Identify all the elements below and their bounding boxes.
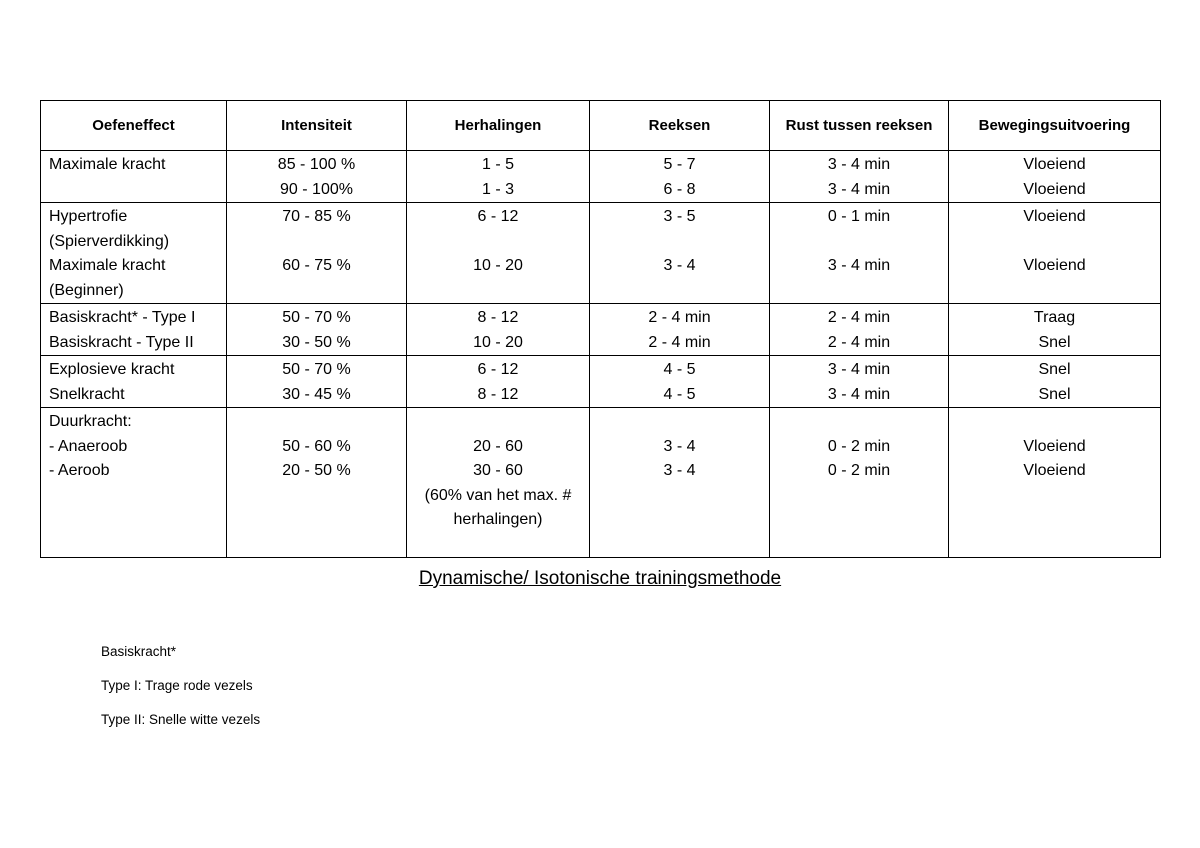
cell-oefeneffect — [41, 356, 227, 408]
cell-line: Snel — [1038, 333, 1071, 351]
cell-line: 1 - 5 — [481, 156, 514, 173]
footnotes — [101, 642, 260, 744]
cell-herhalingen — [407, 203, 590, 304]
cell-line — [235, 410, 398, 435]
cell-reeksen — [590, 408, 770, 558]
cell-line: (60% van het max. # — [424, 486, 572, 504]
cell-herhalingen — [407, 151, 590, 203]
cell-line: 60 - 75 % — [282, 257, 351, 274]
header-reeksen: Reeksen — [590, 101, 770, 151]
header-rust: Rust tussen reeksen — [770, 101, 949, 151]
cell-reeksen — [590, 151, 770, 203]
cell-rust — [770, 151, 949, 203]
header-oefeneffect: Oefeneffect — [41, 101, 227, 151]
table-row — [41, 151, 1161, 203]
cell-line: 3 - 4 min — [827, 361, 891, 378]
cell-line: (Spierverdikking) — [49, 232, 170, 250]
cell-line: 6 - 8 — [663, 180, 696, 198]
cell-line: 4 - 5 — [663, 385, 696, 403]
cell-line: 2 - 4 min — [827, 309, 891, 326]
cell-bewegingsuitvoering — [949, 203, 1161, 304]
cell-line: - Aeroob — [49, 462, 110, 479]
cell-line: 3 - 4 min — [827, 180, 891, 198]
cell-line: Basiskracht - Type II — [49, 333, 194, 351]
table-body — [41, 151, 1161, 558]
cell-line — [598, 230, 761, 255]
cell-line: 5 - 7 — [663, 156, 696, 173]
cell-line: Basiskracht* - Type I — [49, 309, 196, 326]
cell-line: 30 - 45 % — [282, 385, 351, 403]
cell-intensiteit — [227, 408, 407, 558]
cell-line: 10 - 20 — [473, 257, 523, 274]
header-bewegingsuitvoering: Bewegingsuitvoering — [949, 101, 1161, 151]
training-table-container — [40, 100, 1160, 558]
cell-line — [415, 279, 581, 304]
cell-line: 3 - 4 — [663, 437, 696, 455]
cell-herhalingen — [407, 408, 590, 558]
cell-line: 50 - 70 % — [282, 361, 351, 378]
cell-line: 0 - 2 min — [827, 462, 891, 479]
cell-line: 2 - 4 min — [648, 309, 711, 326]
cell-intensiteit — [227, 304, 407, 356]
cell-line — [598, 410, 761, 435]
table-caption: Dynamische/ Isotonische trainingsmethode — [418, 568, 782, 589]
cell-line — [778, 279, 940, 304]
table-row — [41, 203, 1161, 304]
cell-line: 0 - 2 min — [827, 437, 891, 455]
cell-line: 85 - 100 % — [277, 156, 356, 173]
footnote-title: Basiskracht* — [101, 644, 177, 659]
cell-reeksen — [590, 304, 770, 356]
cell-line: 70 - 85 % — [282, 208, 351, 225]
cell-line: Vloeiend — [1023, 156, 1086, 173]
header-intensiteit: Intensiteit — [227, 101, 407, 151]
cell-herhalingen — [407, 304, 590, 356]
cell-bewegingsuitvoering — [949, 304, 1161, 356]
cell-line: 3 - 5 — [663, 208, 696, 225]
cell-line: Vloeiend — [1023, 437, 1086, 455]
cell-line: Maximale kracht — [49, 257, 166, 274]
cell-line: 50 - 60 % — [282, 437, 351, 455]
cell-bewegingsuitvoering — [949, 151, 1161, 203]
cell-line: - Anaeroob — [49, 437, 128, 455]
cell-oefeneffect — [41, 408, 227, 558]
cell-reeksen — [590, 356, 770, 408]
cell-line: Explosieve kracht — [49, 361, 175, 378]
cell-line: Duurkracht: — [49, 413, 132, 430]
table-row — [41, 356, 1161, 408]
footnote-type-2: Type II: Snelle witte vezels — [101, 712, 261, 727]
cell-intensiteit — [227, 203, 407, 304]
cell-line: 30 - 60 — [473, 462, 523, 479]
cell-line: Vloeiend — [1023, 257, 1086, 274]
cell-line: 4 - 5 — [663, 361, 696, 378]
cell-oefeneffect — [41, 304, 227, 356]
cell-line: 8 - 12 — [477, 385, 519, 403]
cell-line: 50 - 70 % — [282, 309, 351, 326]
cell-line: 20 - 50 % — [282, 462, 351, 479]
cell-line — [778, 230, 940, 255]
cell-line — [778, 410, 940, 435]
cell-line — [415, 230, 581, 255]
cell-line: Snelkracht — [49, 385, 125, 403]
cell-herhalingen — [407, 356, 590, 408]
cell-intensiteit — [227, 151, 407, 203]
cell-line: 8 - 12 — [477, 309, 519, 326]
cell-intensiteit — [227, 356, 407, 408]
table-row — [41, 408, 1161, 558]
cell-line — [598, 279, 761, 304]
cell-line: 3 - 4 — [663, 462, 696, 479]
cell-line — [957, 279, 1152, 304]
cell-line — [235, 230, 398, 255]
cell-line: (Beginner) — [49, 281, 124, 299]
cell-line: 90 - 100% — [280, 180, 353, 198]
cell-line: Hypertrofie — [49, 208, 128, 225]
footnote-type-1: Type I: Trage rode vezels — [101, 678, 253, 693]
cell-rust — [770, 304, 949, 356]
cell-line: 6 - 12 — [477, 208, 519, 225]
cell-reeksen — [590, 203, 770, 304]
cell-line: herhalingen) — [453, 511, 543, 528]
cell-line: 3 - 4 min — [827, 385, 891, 403]
cell-line: 0 - 1 min — [827, 208, 891, 225]
cell-line: Vloeiend — [1023, 208, 1086, 225]
cell-line: 1 - 3 — [481, 180, 514, 198]
cell-line: 30 - 50 % — [282, 333, 351, 351]
cell-line — [49, 178, 218, 203]
cell-line: Maximale kracht — [49, 156, 166, 173]
cell-line: Traag — [1033, 309, 1076, 326]
cell-line: 20 - 60 — [473, 437, 523, 455]
cell-line — [957, 410, 1152, 435]
cell-line: 2 - 4 min — [827, 333, 891, 351]
cell-line: 3 - 4 — [663, 257, 696, 274]
cell-line: 3 - 4 min — [827, 156, 891, 173]
cell-oefeneffect — [41, 151, 227, 203]
cell-line — [415, 410, 581, 435]
cell-line: Snel — [1038, 385, 1071, 403]
cell-line: 3 - 4 min — [827, 257, 891, 274]
cell-line: Snel — [1038, 361, 1071, 378]
cell-line: 10 - 20 — [473, 333, 523, 351]
cell-oefeneffect — [41, 203, 227, 304]
cell-line — [235, 279, 398, 304]
cell-bewegingsuitvoering — [949, 356, 1161, 408]
cell-bewegingsuitvoering — [949, 408, 1161, 558]
training-table — [40, 100, 1161, 558]
cell-rust — [770, 203, 949, 304]
header-herhalingen: Herhalingen — [407, 101, 590, 151]
cell-line — [957, 230, 1152, 255]
cell-line: 6 - 12 — [477, 361, 519, 378]
table-row — [41, 304, 1161, 356]
cell-line: Vloeiend — [1023, 462, 1086, 479]
header-row — [41, 101, 1161, 151]
cell-line: 2 - 4 min — [648, 333, 711, 351]
cell-line: Vloeiend — [1023, 180, 1086, 198]
cell-rust — [770, 356, 949, 408]
cell-rust — [770, 408, 949, 558]
